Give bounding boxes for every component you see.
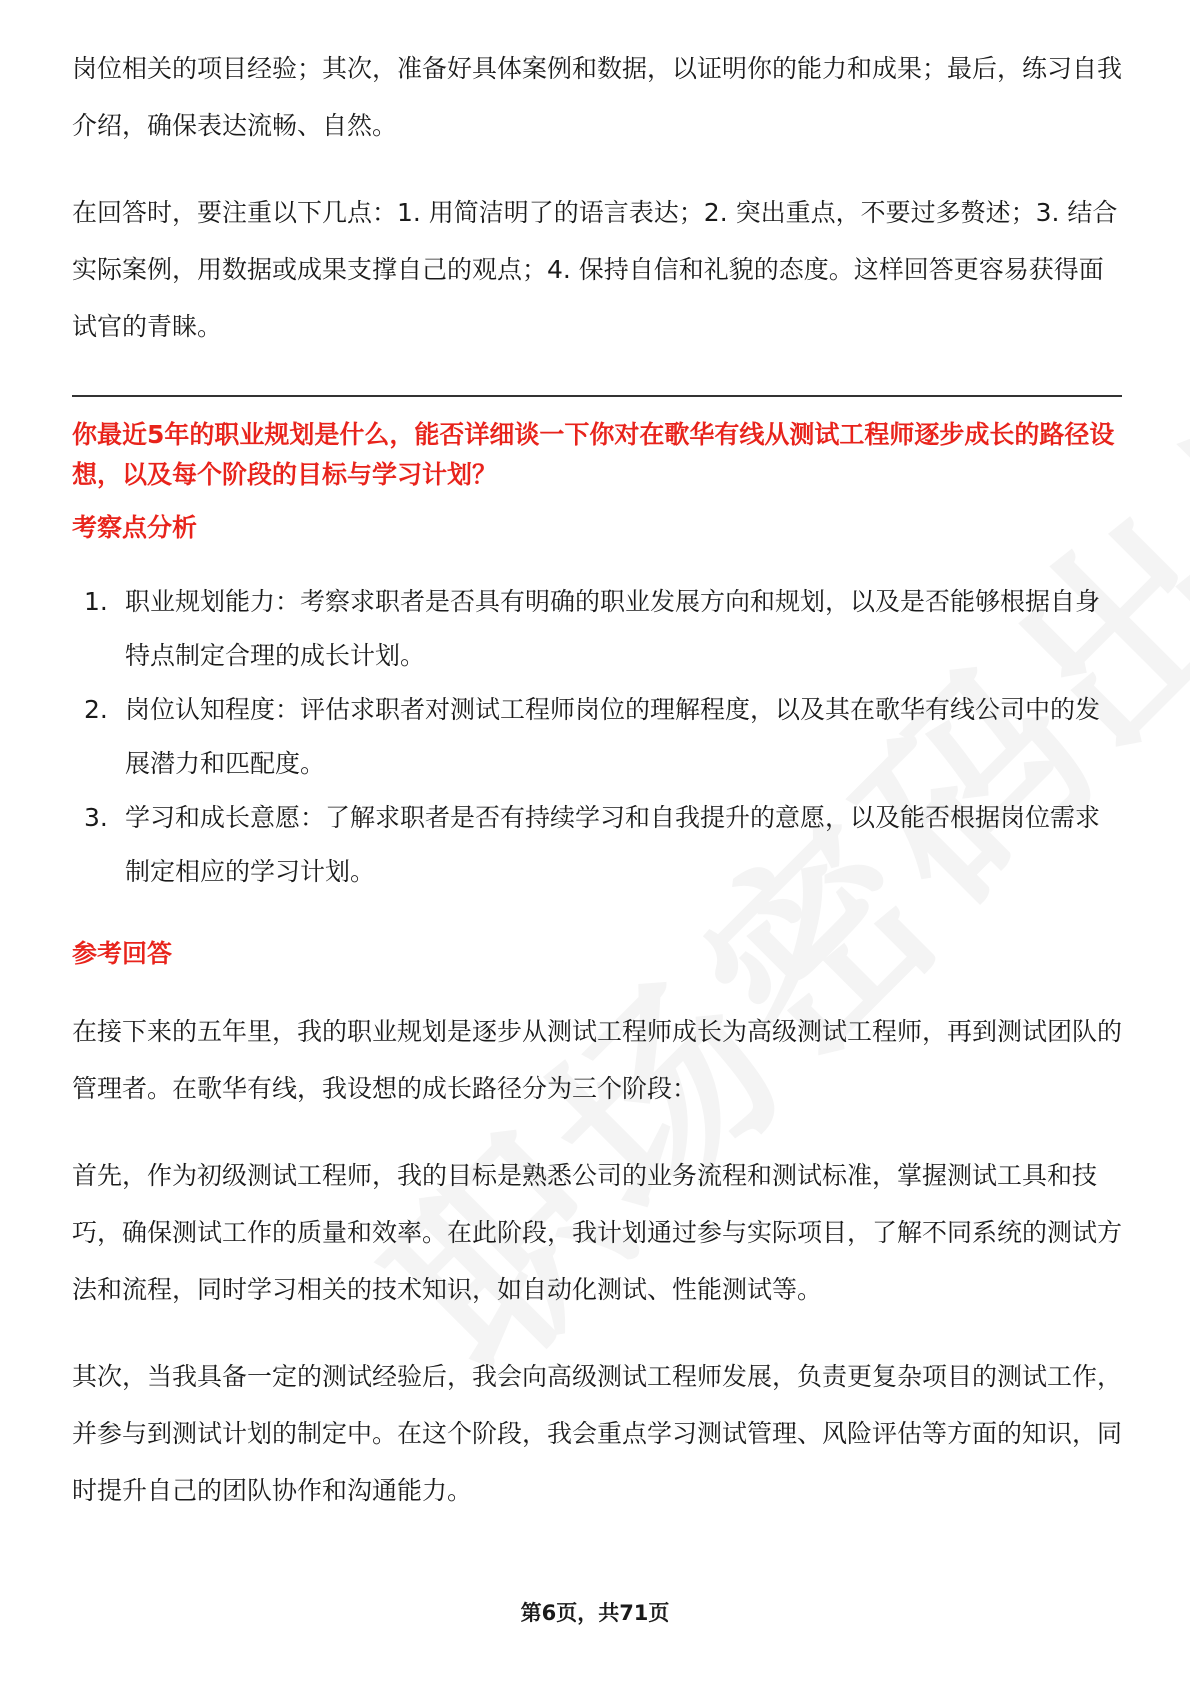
- list-item-text: 职业规划能力：考察求职者是否具有明确的职业发展方向和规划，以及是否能够根据自身特点制定合理的成长计划。: [125, 587, 1101, 670]
- list-item: [72, 575, 1122, 683]
- question-heading: 你最近5年的职业规划是什么，能否详细谈一下你对在歌华有线从测试工程师逐步成长的路径设想，以及每个阶段的目标与学习计划？: [72, 420, 1115, 489]
- list-item: [72, 791, 1122, 899]
- section-divider: [72, 395, 1122, 397]
- answer-paragraph: 首先，作为初级测试工程师，我的目标是熟悉公司的业务流程和测试标准，掌握测试工具和技巧，确保测试工作的质量和效率。在此阶段，我计划通过参与实际项目，了解不同系统的测试方法和流程，同时学习相关的技术知识，如自动化测试、性能测试等。: [72, 1161, 1123, 1304]
- list-item-number: 1.: [84, 587, 108, 616]
- intro-paragraph: 在回答时，要注重以下几点：1. 用简洁明了的语言表达；2. 突出重点，不要过多赘述；3. 结合实际案例，用数据或成果支撑自己的观点；4. 保持自信和礼貌的态度。这样回答更容易获得面试官的青睐。: [72, 198, 1118, 341]
- analysis-list: [72, 575, 1122, 899]
- list-item-number: 2.: [84, 695, 108, 724]
- list-item-number: 3.: [84, 803, 108, 832]
- list-item: [72, 683, 1122, 791]
- page-number-footer: 第6页，共71页: [520, 1601, 670, 1625]
- page-content: [72, 40, 1122, 1549]
- list-item-text: 学习和成长意愿：了解求职者是否有持续学习和自我提升的意愿，以及能否根据岗位需求制定相应的学习计划。: [125, 803, 1101, 886]
- analysis-title: 考察点分析: [72, 513, 198, 542]
- answer-paragraph: 在接下来的五年里，我的职业规划是逐步从测试工程师成长为高级测试工程师，再到测试团队的管理者。在歌华有线，我设想的成长路径分为三个阶段：: [72, 1017, 1123, 1103]
- intro-paragraph: 岗位相关的项目经验；其次，准备好具体案例和数据，以证明你的能力和成果；最后，练习自我介绍，确保表达流畅、自然。: [72, 54, 1123, 140]
- list-item-text: 岗位认知程度：评估求职者对测试工程师岗位的理解程度，以及其在歌华有线公司中的发展潜力和匹配度。: [125, 695, 1101, 778]
- answer-title: 参考回答: [72, 939, 173, 968]
- answer-paragraph: 其次，当我具备一定的测试经验后，我会向高级测试工程师发展，负责更复杂项目的测试工作，并参与到测试计划的制定中。在这个阶段，我会重点学习测试管理、风险评估等方面的知识，同时提升自己的团队协作和沟通能力。: [72, 1362, 1123, 1505]
